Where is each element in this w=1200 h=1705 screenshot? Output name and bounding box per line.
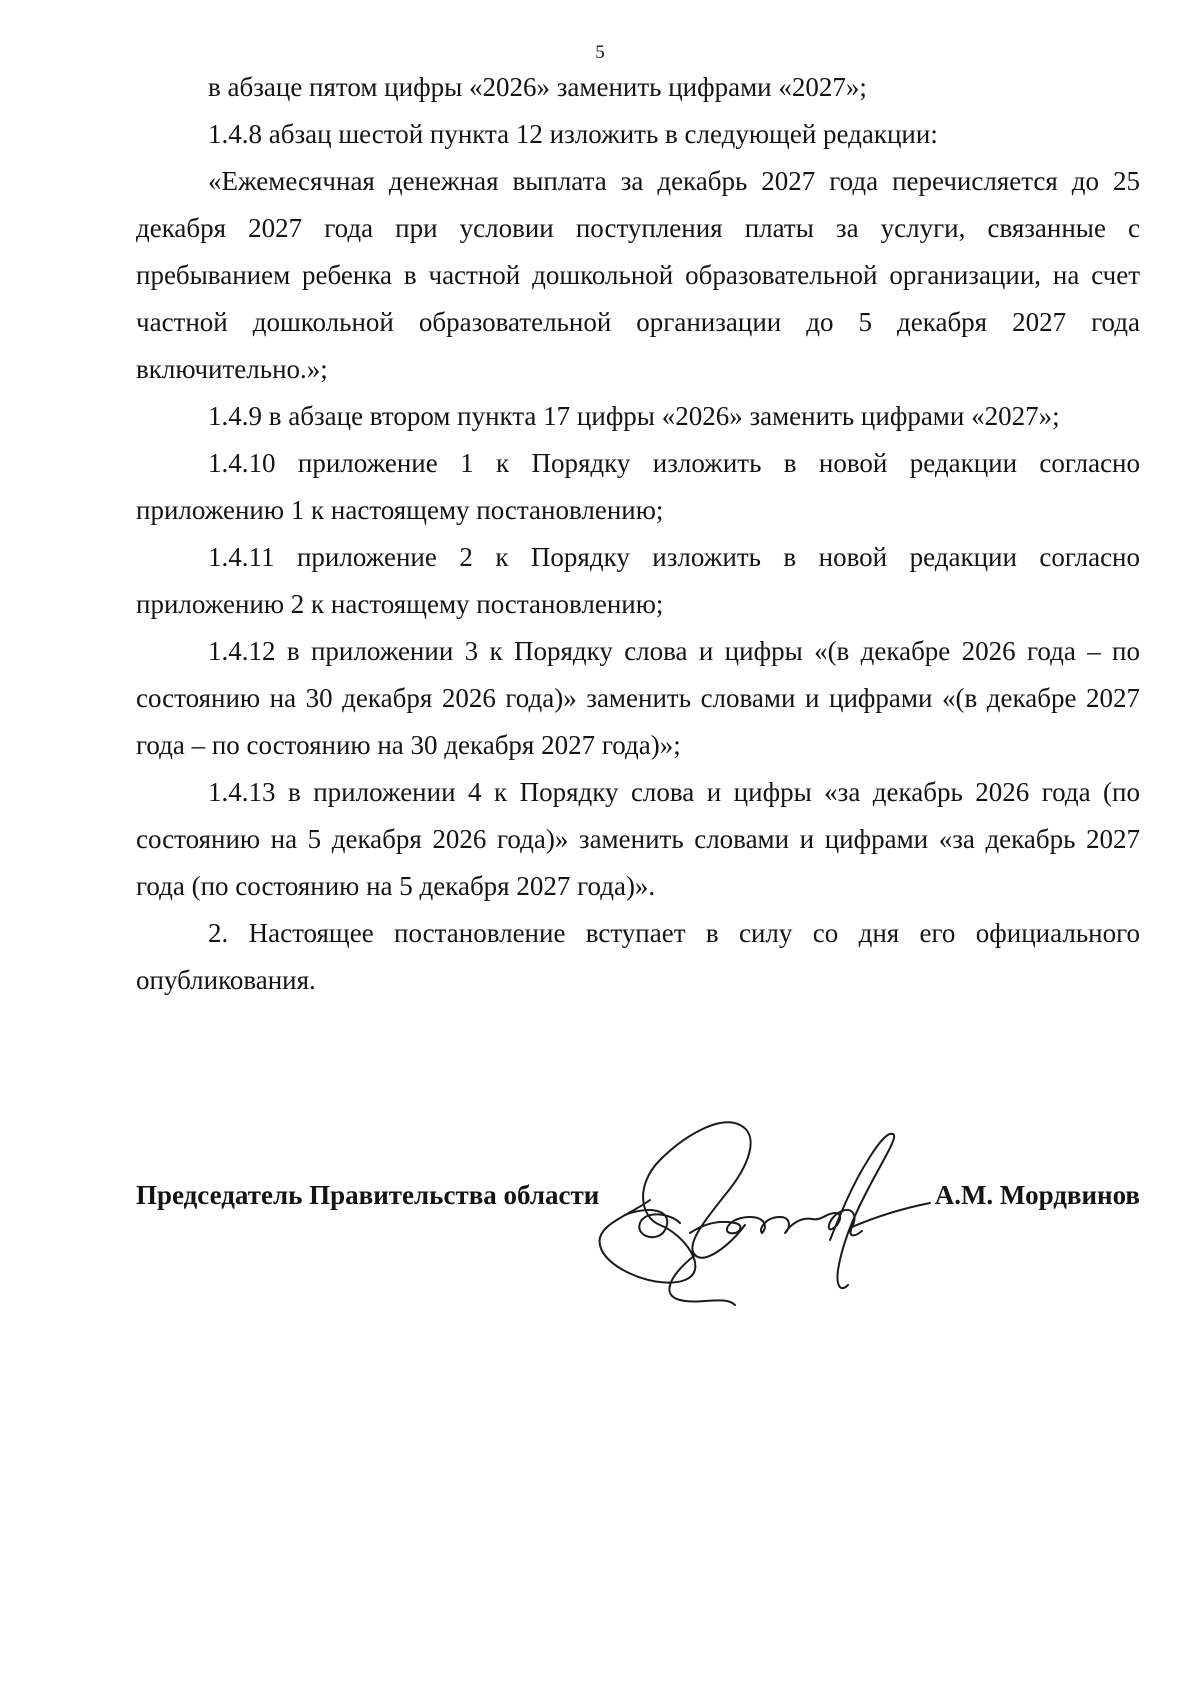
document-body: [136, 64, 1140, 1004]
paragraph-6: 1.4.11 приложение 2 к Порядку изложить в новой редакции согласно приложению 2 к настоящему постановлению;: [136, 542, 1140, 619]
paragraph-5: 1.4.10 приложение 1 к Порядку изложить в новой редакции согласно приложению 1 к настоящему постановлению;: [136, 448, 1140, 525]
paragraph-1: в абзаце пятом цифры «2026» заменить цифрами «2027»;: [208, 72, 867, 102]
signatory-title: Председатель Правительства области: [136, 1180, 600, 1210]
page-number: 5: [595, 42, 605, 63]
paragraph-9: 2. Настоящее постановление вступает в силу со дня его официального опубликования.: [136, 918, 1140, 995]
paragraph-8: 1.4.13 в приложении 4 к Порядку слова и цифры «за декабрь 2026 года (по состоянию на 5 декабря 2026 года)» заменить словами и цифрами «за декабрь 2027 года (по состоянию на 5 декабря 2027 года)».: [136, 777, 1140, 901]
handwritten-signature-icon: [590, 1105, 950, 1315]
signatory-name: А.М. Мордвинов: [934, 1180, 1140, 1210]
paragraph-7: 1.4.12 в приложении 3 к Порядку слова и цифры «(в декабре 2026 года – по состоянию на 30 декабря 2026 года)» заменить словами и цифрами «(в декабре 2027 года – по состоянию на 30 декабря 2027 года)»;: [136, 636, 1140, 760]
paragraph-2: 1.4.8 абзац шестой пункта 12 изложить в следующей редакции:: [208, 119, 938, 149]
paragraph-4: 1.4.9 в абзаце втором пункта 17 цифры «2026» заменить цифрами «2027»;: [208, 401, 1060, 431]
paragraph-3: «Ежемесячная денежная выплата за декабрь 2027 года перечисляется до 25 декабря 2027 года при условии поступления платы за услуги, связанные с пребыванием ребенка в частной дошкольной образовательной организации, на счет частной дошкольной образовательной организации до 5 декабря 2027 года включительно.»;: [136, 166, 1140, 384]
